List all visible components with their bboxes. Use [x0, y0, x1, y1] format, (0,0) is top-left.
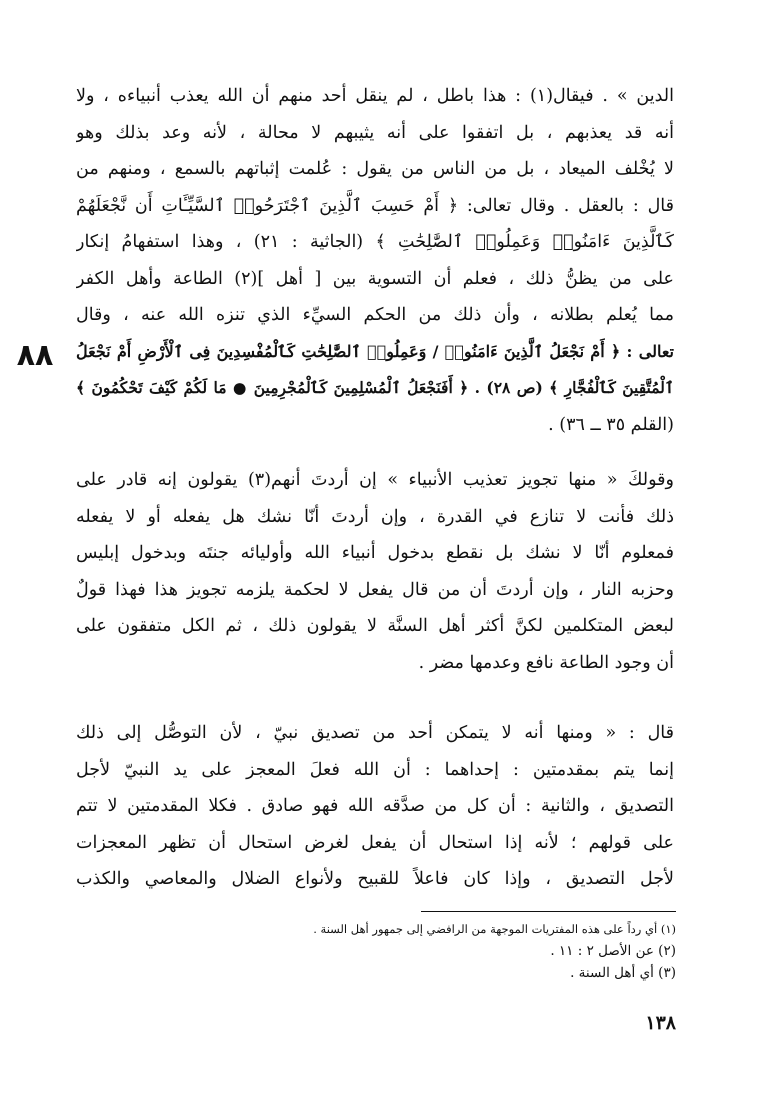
- text-line: أن وجود الطاعة نافع وعدمها مضر .: [418, 652, 674, 673]
- text-line: لبعض المتكلمين لكنَّ أكثر أهل السنَّة لا يقولون ذلك ، ثم الكل متفقون على: [76, 616, 674, 636]
- text-line: على من يظنُّ ذلك ، فعلم أن التسوية بين [ أهل ](٢) الطاعة وأهل الكفر: [76, 268, 674, 289]
- text-line: مما يُعلم بطلانه ، وأن ذلك من الحكم السيِّء الذي تنزه الله عنه ، وقال: [76, 305, 674, 325]
- text-line: إنما يتم بمقدمتين : إحداهما : أن الله فعلَ المعجز على يد النبيّ لأجل: [76, 759, 674, 780]
- footnote-1: (١) أي رداً على هذه المفتريات الموجهة من الرافضي إلى جمهور أهل السنة .: [313, 922, 676, 936]
- body-text-paragraph-3: [76, 715, 674, 898]
- footnote-divider: [421, 911, 676, 912]
- text-line: ذلك فأنت لا تنازع في القدرة ، وإن أردتَ أنّا نشك هل يفعله أو لا يفعله: [76, 506, 674, 527]
- body-text-paragraph-1: [76, 78, 674, 443]
- text-line-quran: كَٱلَّذِينَ ءَامَنُوا۟ وَعَمِلُوا۟ ٱلصَّٰلِحَٰتِ ﴾ (الجاثية : ٢١) ، وهذا استفهامُ إنكار: [76, 232, 674, 252]
- text-line: لأجل التصديق ، وإذا كان فاعلاً للقبيح ولأنواع الضلال والمعاصي والكذب: [76, 869, 674, 889]
- text-line: (القلم ٣٥ ــ ٣٦) .: [548, 414, 674, 435]
- body-text-paragraph-2: [76, 462, 674, 681]
- text-line: وحزبه النار ، وإن أردتَ أن من قال يفعل لا لحكمة يلزمه تجويز هذا فهذا قولٌ: [76, 579, 674, 600]
- text-line: التصديق ، والثانية : أن كل من صدَّقه الله فهو صادق . فكلا المقدمتين لا تتم: [76, 796, 674, 816]
- page-number: ١٣٨: [645, 1012, 676, 1034]
- footnote-2: (٢) عن الأصل ٢ : ١١ .: [550, 943, 676, 959]
- footnotes: [300, 918, 676, 984]
- text-line: الدين » . فيقال(١) : هذا باطل ، لم ينقل أحد منهم أن الله يعذب أنبياءه ، ولا: [76, 86, 674, 106]
- text-line: لا يُخْلف الميعاد ، بل من الناس من يقول : عُلمت إثباتهم بالسمع ، ومنهم من: [76, 159, 674, 179]
- text-line: على قولهم ؛ لأنه إذا استحال أن يفعل لغرض استحال أن تظهر المعجزات: [76, 832, 674, 853]
- text-line-quran: تعالى : ﴿ أَمْ نَجْعَلُ ٱلَّذِينَ ءَامَنُوا۟ / وَعَمِلُوا۟ ٱلصَّٰلِحَٰتِ كَٱلْمُفْسِدِينَ فِى ٱلْأَرْضِ أَمْ نَجْعَلُ: [76, 341, 674, 361]
- text-line: أنه قد يعذبهم ، بل اتفقوا على أنه يثيبهم لا محالة ، لأنه وعد بذلك وهو: [76, 122, 674, 143]
- footnote-3: (٣) أي أهل السنة .: [570, 965, 676, 981]
- text-line-quran: ٱلْمُتَّقِينَ كَٱلْفُجَّارِ ﴾ (ص ٢٨) . ﴿ أَفَنَجْعَلُ ٱلْمُسْلِمِينَ كَٱلْمُجْرِمِينَ ● مَا لَكُمْ كَيْفَ تَحْكُمُونَ ﴾: [76, 378, 674, 397]
- text-line-quran: قال : بالعقل . وقال تعالى: ﴿ أَمْ حَسِبَ ٱلَّذِينَ ٱجْتَرَحُوا۟ ٱلسَّيِّـَٔاتِ أَن نَّجْعَلَهُمْ: [76, 195, 674, 216]
- text-line: وقولكَ « منها تجويز تعذيب الأنبياء » إن أردتَ أنهم(٣) يقولون إنه قادر على: [76, 470, 674, 490]
- margin-manuscript-number: ٨٨: [16, 338, 54, 373]
- text-line: فمعلوم أنّا لا نشك بل نقطع بدخول أنبياء الله وأوليائه جنتَه وبدخول إبليس: [76, 543, 674, 563]
- text-line: قال : « ومنها أنه لا يتمكن أحد من تصديق نبيّ ، لأن التوصُّل إلى ذلك: [76, 723, 674, 743]
